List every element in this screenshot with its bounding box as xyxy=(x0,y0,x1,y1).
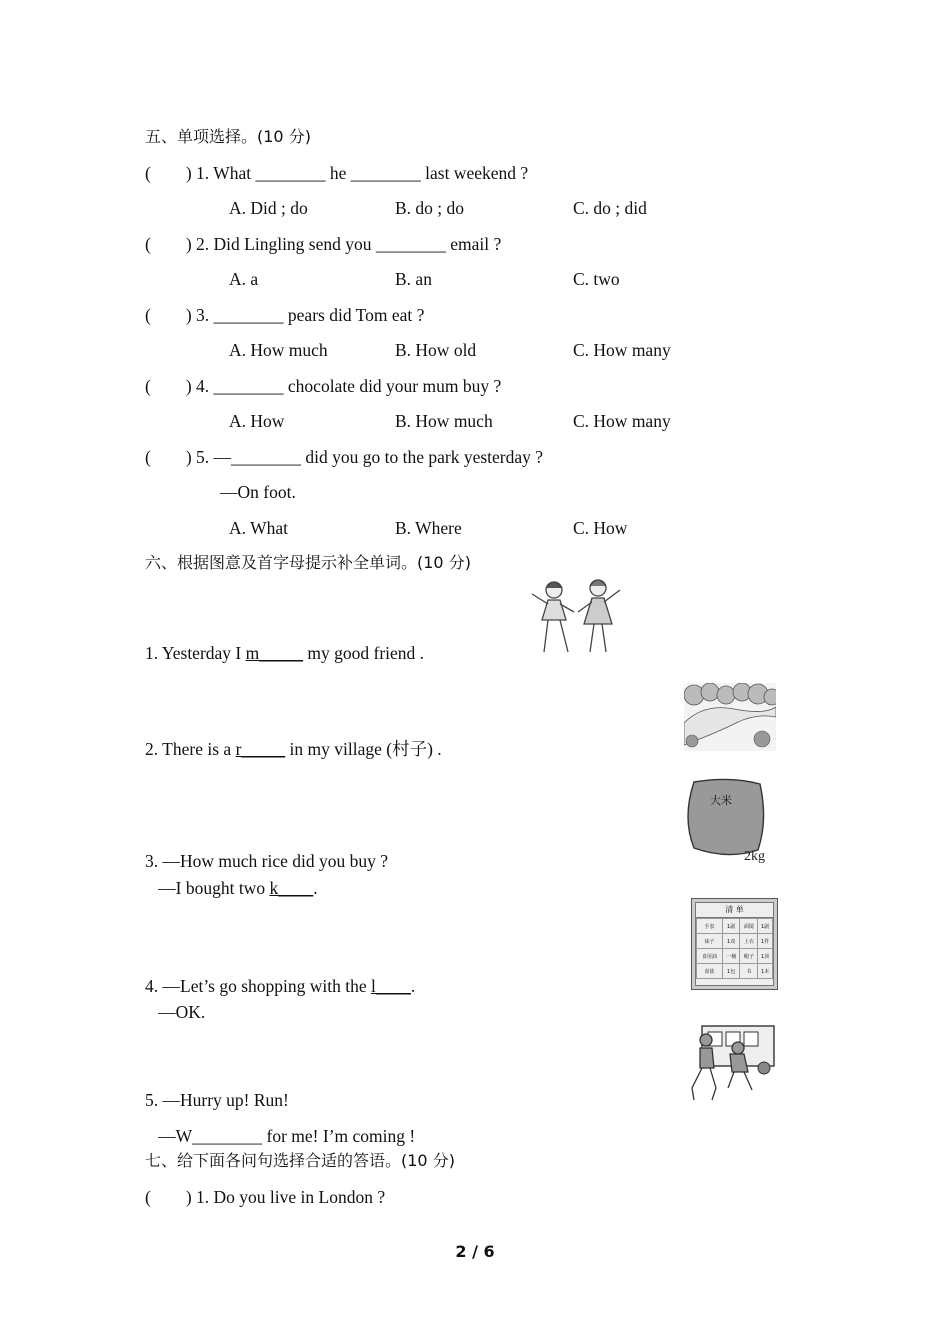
list-title: 清 单 xyxy=(696,903,773,918)
blank-r: r_____ xyxy=(235,739,286,759)
list-cell: 1双 xyxy=(722,934,740,949)
q1-option-a: A. Did ; do xyxy=(229,198,308,218)
q2-option-c: C. two xyxy=(573,269,620,289)
fill-item-3-answer: —I bought two k____. xyxy=(145,878,318,898)
q3-option-a: A. How much xyxy=(229,340,328,360)
rice-weight: 2kg xyxy=(744,849,765,864)
fill-item-2: 2. There is a r_____ in my village (村子) . xyxy=(145,739,442,759)
rice-bag-image xyxy=(684,776,776,866)
list-row xyxy=(697,919,773,934)
q3-option-b: B. How old xyxy=(395,340,477,360)
list-cell: 帽子 xyxy=(740,949,758,964)
fill-item-1: 1. Yesterday I m_____ my good friend . xyxy=(145,643,425,663)
page-number: 2 / 6 xyxy=(455,1242,495,1261)
question-1-stem: ( ) 1. What ________ he ________ last weekend ? xyxy=(145,163,529,183)
list-cell: 食盐 xyxy=(697,964,723,979)
shopping-list-image xyxy=(691,898,778,990)
q5-option-a: A. What xyxy=(229,518,288,538)
question-2-stem: ( ) 2. Did Lingling send you ________ email ? xyxy=(145,234,502,254)
list-table xyxy=(696,918,773,979)
q1-option-b: B. do ; do xyxy=(395,198,465,218)
list-cell: 书 xyxy=(740,964,758,979)
fill-item-4-answer: —OK. xyxy=(145,1002,206,1022)
section7-heading: 七、给下面各问句选择合适的答语。(10 分) xyxy=(145,1151,455,1170)
question-3-stem: ( ) 3. ________ pears did Tom eat ? xyxy=(145,305,425,325)
q4-option-a: A. How xyxy=(229,411,285,431)
question-5-answer-line: —On foot. xyxy=(220,482,296,502)
blank-l: l____ xyxy=(371,976,411,996)
q5-option-c: C. How xyxy=(573,518,628,538)
list-cell: 上衣 xyxy=(740,934,758,949)
pushing-bus-image xyxy=(684,1022,778,1104)
list-cell: 1顶 xyxy=(758,949,773,964)
q2-option-a: A. a xyxy=(229,269,259,289)
list-cell: 面镜 xyxy=(740,919,758,934)
fill-item-5-question: 5. —Hurry up! Run! xyxy=(145,1090,289,1110)
q4-option-c: C. How many xyxy=(573,411,671,431)
section5-heading: 五、单项选择。(10 分) xyxy=(145,127,311,146)
list-cell: 食用油 xyxy=(697,949,723,964)
list-cell: 1副 xyxy=(758,919,773,934)
q4-option-b: B. How much xyxy=(395,411,493,431)
q3-option-c: C. How many xyxy=(573,340,671,360)
blank-k: k____ xyxy=(269,878,314,898)
list-row xyxy=(697,964,773,979)
list-row xyxy=(697,949,773,964)
list-cell: 1副 xyxy=(722,919,740,934)
question-4-stem: ( ) 4. ________ chocolate did your mum buy ? xyxy=(145,376,502,396)
q2-option-b: B. an xyxy=(395,269,432,289)
fill-item-5-answer: —W________ for me! I’m coming ! xyxy=(145,1126,416,1146)
fill-item-4-question: 4. —Let’s go shopping with the l____. xyxy=(145,976,416,996)
list-row xyxy=(697,934,773,949)
list-cell: 1包 xyxy=(722,964,740,979)
question-5-stem: ( ) 5. —________ did you go to the park yesterday ? xyxy=(145,447,544,467)
blank-m: m_____ xyxy=(245,643,303,663)
list-cell: 1本 xyxy=(758,964,773,979)
section7-question-1: ( ) 1. Do you live in London ? xyxy=(145,1187,386,1207)
rice-label: 大米 xyxy=(710,794,732,807)
list-cell: 手表 xyxy=(697,919,723,934)
q5-option-b: B. Where xyxy=(395,518,462,538)
river-image xyxy=(684,683,776,751)
q1-option-c: C. do ; did xyxy=(573,198,647,218)
section6-heading: 六、根据图意及首字母提示补全单词。(10 分) xyxy=(145,553,471,572)
list-cell: 1件 xyxy=(758,934,773,949)
list-cell: 袜子 xyxy=(697,934,723,949)
fill-item-3-question: 3. —How much rice did you buy ? xyxy=(145,851,389,871)
two-girls-image xyxy=(526,574,626,660)
list-cell: 一桶 xyxy=(722,949,740,964)
